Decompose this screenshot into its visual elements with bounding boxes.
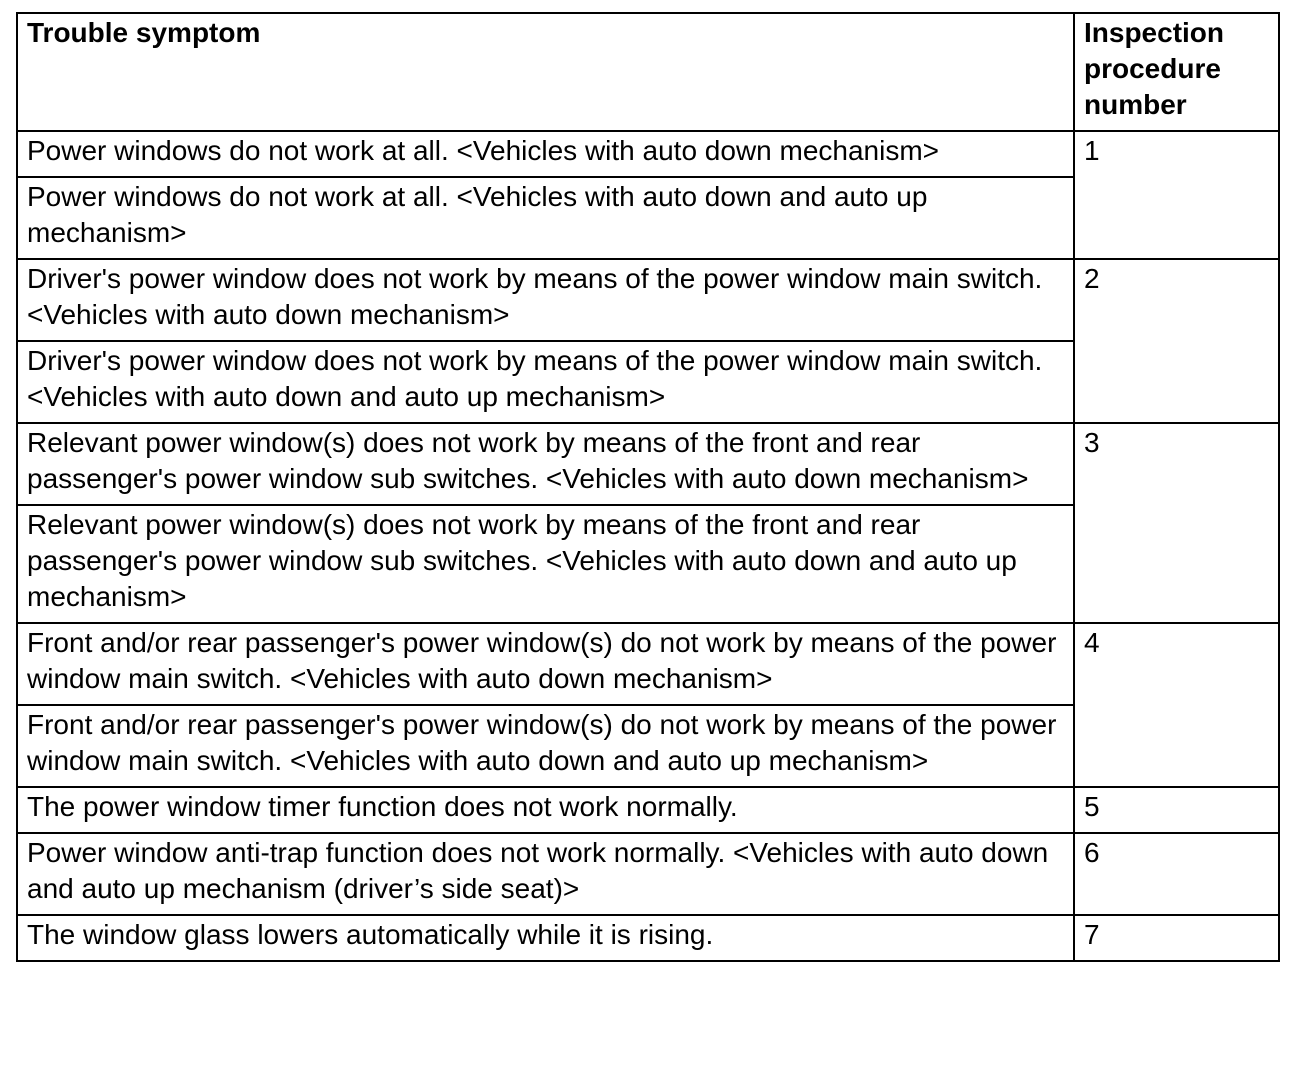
trouble-symptom-table (16, 12, 1280, 962)
symptom-cell: Relevant power window(s) does not work by means of the front and rear passenger's power window sub switches. <Vehicles with auto down and auto up mechanism> (17, 505, 1074, 623)
symptom-cell: Front and/or rear passenger's power window(s) do not work by means of the power window main switch. <Vehicles with auto down and auto up mechanism> (17, 705, 1074, 787)
table-row (17, 423, 1279, 505)
symptom-cell: Driver's power window does not work by means of the power window main switch. <Vehicles with auto down and auto up mechanism> (17, 341, 1074, 423)
symptom-cell: Power window anti-trap function does not work normally. <Vehicles with auto down and auto up mechanism (driver’s side seat)> (17, 833, 1074, 915)
procedure-number-cell: 3 (1074, 423, 1279, 623)
procedure-number-cell: 1 (1074, 131, 1279, 259)
table-row (17, 131, 1279, 177)
symptom-cell: The power window timer function does not work normally. (17, 787, 1074, 833)
table-header-row (17, 13, 1279, 131)
procedure-number-cell: 7 (1074, 915, 1279, 961)
table-row (17, 623, 1279, 705)
table-row (17, 833, 1279, 915)
symptom-cell: Power windows do not work at all. <Vehicles with auto down and auto up mechanism> (17, 177, 1074, 259)
symptom-cell: The window glass lowers automatically while it is rising. (17, 915, 1074, 961)
table-row (17, 259, 1279, 341)
procedure-number-cell: 2 (1074, 259, 1279, 423)
procedure-number-cell: 6 (1074, 833, 1279, 915)
header-trouble-symptom: Trouble symptom (17, 13, 1074, 131)
symptom-cell: Relevant power window(s) does not work by means of the front and rear passenger's power window sub switches. <Vehicles with auto down mechanism> (17, 423, 1074, 505)
table-row (17, 915, 1279, 961)
symptom-cell: Power windows do not work at all. <Vehicles with auto down mechanism> (17, 131, 1074, 177)
procedure-number-cell: 5 (1074, 787, 1279, 833)
header-inspection-procedure-number: Inspection procedure number (1074, 13, 1279, 131)
procedure-number-cell: 4 (1074, 623, 1279, 787)
table-row (17, 787, 1279, 833)
symptom-cell: Front and/or rear passenger's power window(s) do not work by means of the power window main switch. <Vehicles with auto down mechanism> (17, 623, 1074, 705)
symptom-cell: Driver's power window does not work by means of the power window main switch. <Vehicles with auto down mechanism> (17, 259, 1074, 341)
